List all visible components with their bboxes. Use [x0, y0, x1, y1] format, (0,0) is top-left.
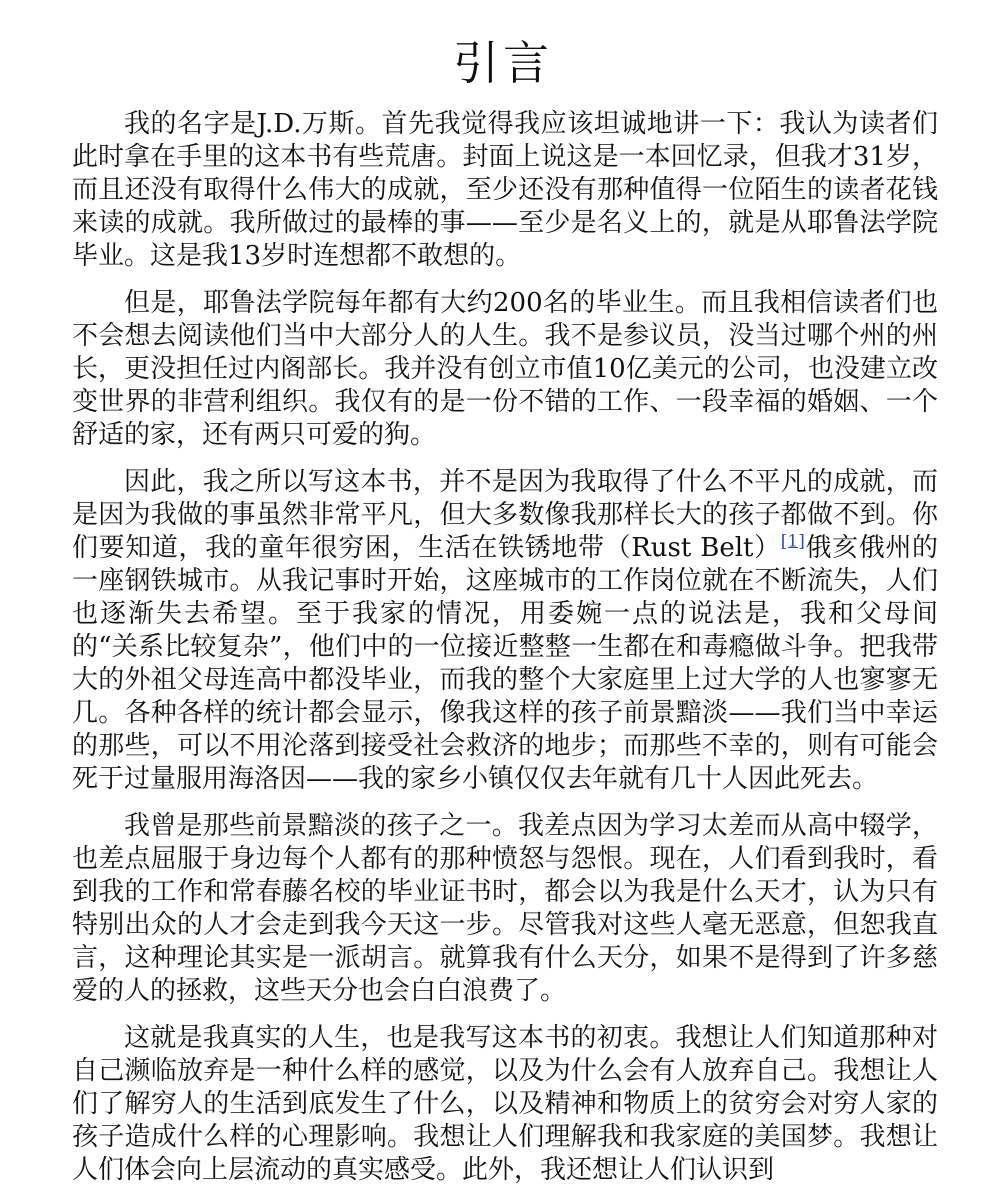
- paragraph-3-text-before: 因此，我之所以写这本书，并不是因为我取得了什么不平凡的成就，而是因为我做的事虽然非常平凡，但大多数像我那样长大的孩子都做不到。你们要知道，我的童年很穷困，生活在铁锈地带（Rust Belt）: [72, 467, 938, 563]
- paragraph-4: 我曾是那些前景黯淡的孩子之一。我差点因为学习太差而从高中辍学，也差点屈服于身边每个人都有的那种愤怒与怨恨。现在，人们看到我时，看到我的工作和常春藤名校的毕业证书时，都会以为我是什么天才，认为只有特别出众的人才会走到我今天这一步。尽管我对这些人毫无恶意，但恕我直言，这种理论其实是一派胡言。就算我有什么天分，如果不是得到了许多慈爱的人的拯救，这些天分也会白白浪费了。: [72, 811, 938, 1006]
- paragraph-5: 这就是我真实的人生，也是我写这本书的初衷。我想让人们知道那种对自己濒临放弃是一种什么样的感觉，以及为什么会有人放弃自己。我想让人们了解穷人的生活到底发生了什么，以及精神和物质上的贫穷会对穷人家的孩子造成什么样的心理影响。我想让人们理解我和我家庭的美国梦。我想让人们体会向上层流动的真实感受。此外，我还想让人们认识到: [72, 1023, 938, 1185]
- paragraph-1: 我的名字是J.D.万斯。首先我觉得我应该坦诚地讲一下：我认为读者们此时拿在手里的这本书有些荒唐。封面上说这是一本回忆录，但我才31岁，而且还没有取得什么伟大的成就，至少还没有那种值得一位陌生的读者花钱来读的成就。我所做过的最棒的事——至少是名义上的，就是从耶鲁法学院毕业。这是我13岁时连想都不敢想的。: [72, 109, 938, 271]
- paragraph-3: [72, 466, 938, 796]
- footnote-link[interactable]: [1]: [780, 531, 805, 552]
- chapter-title: 引言: [453, 35, 553, 90]
- paragraph-2: 但是，耶鲁法学院每年都有大约200名的毕业生。而且我相信读者们也不会想去阅读他们当中大部分人的人生。我不是参议员，没当过哪个州的州长，更没担任过内阁部长。我并没有创立市值10亿美元的公司，也没建立改变世界的非营利组织。我仅有的是一份不错的工作、一段幸福的婚姻、一个舒适的家，还有两只可爱的狗。: [72, 288, 938, 450]
- paragraph-3-text-after: 俄亥俄州的一座钢铁城市。从我记事时开始，这座城市的工作岗位就在不断流失，人们也逐渐失去希望。至于我家的情况，用委婉一点的说法是，我和父母间的“关系比较复杂”，他们中的一位接近整整一生都在和毒瘾做斗争。把我带大的外祖父母连高中都没毕业，而我的整个大家庭里上过大学的人也寥寥无几。各种各样的统计都会显示，像我这样的孩子前景黯淡——我们当中幸运的那些，可以不用沦落到接受社会救济的地步；而那些不幸的，则有可能会死于过量服用海洛因——我的家乡小镇仅仅去年就有几十人因此死去。: [72, 533, 938, 794]
- chapter-body: [72, 108, 938, 1200]
